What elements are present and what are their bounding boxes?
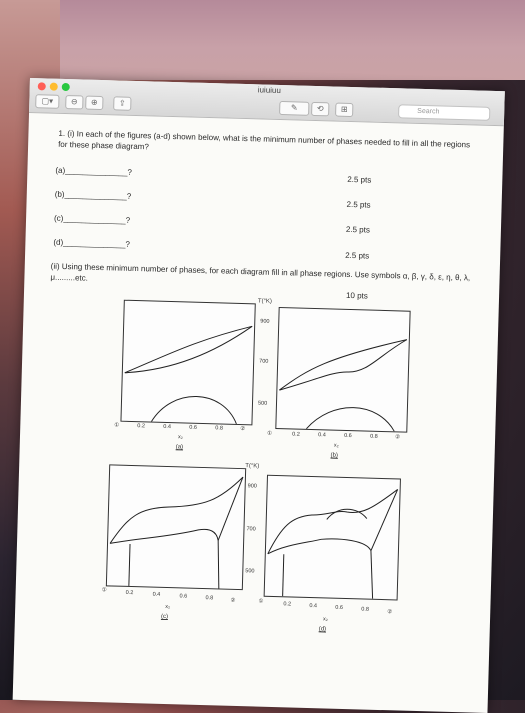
phase-diagram-b-curves bbox=[276, 308, 409, 432]
fig-b-x-label: x₂ bbox=[333, 442, 339, 449]
print-button[interactable]: ⊞ bbox=[335, 103, 353, 117]
phase-diagram-c bbox=[106, 464, 246, 590]
search-field[interactable]: Search bbox=[398, 104, 490, 121]
fig-b-tick-1: 0.2 bbox=[292, 431, 300, 438]
preview-window bbox=[13, 78, 505, 713]
answer-b-points: 2.5 pts bbox=[346, 199, 371, 210]
phase-diagram-a-curves bbox=[121, 301, 254, 425]
question-part1: 1. (i) In each of the figures (a-d) shown below, what is the minimum number of phases needed to fill in all the regions for these phase diagram? bbox=[58, 128, 471, 152]
phase-diagram-d-curves bbox=[265, 476, 400, 600]
close-window-button[interactable] bbox=[38, 82, 46, 90]
fig-c-tick-2: 0.4 bbox=[152, 591, 161, 598]
fig-b-tick-3: 0.6 bbox=[344, 432, 352, 440]
window-title: iuiuiuu bbox=[257, 85, 282, 96]
fig-a-x-label: x₂ bbox=[177, 434, 183, 441]
fig-a-x-end-right: ② bbox=[240, 426, 246, 433]
fig-d-tick-4: 0.8 bbox=[361, 606, 370, 613]
sidebar-toggle-button[interactable]: ▢▾ bbox=[35, 94, 59, 109]
fig-d-caption: (d) bbox=[318, 626, 327, 633]
rotate-button[interactable]: ⟲ bbox=[311, 102, 329, 116]
fig-c-tick-4: 0.8 bbox=[205, 595, 214, 602]
fig-a-x-end-left: ① bbox=[114, 422, 120, 429]
document-page bbox=[13, 112, 504, 713]
phase-diagram-a bbox=[120, 300, 255, 426]
fig-d-tick-3: 0.6 bbox=[335, 604, 344, 611]
fig-d-x-end-left: ① bbox=[258, 598, 264, 605]
bottom-temp-unit: T(°K) bbox=[245, 463, 260, 470]
fig-a-tick-1: 0.2 bbox=[137, 423, 146, 430]
fig-b-caption: (b) bbox=[330, 452, 339, 459]
fig-b-x-end-right: ② bbox=[395, 434, 401, 441]
fig-c-caption: (c) bbox=[160, 613, 169, 621]
answer-c-label: (c)______________? bbox=[53, 213, 131, 225]
bottom-y-tick-700: 700 bbox=[246, 526, 256, 533]
fig-d-x-label: x₂ bbox=[322, 616, 328, 623]
question-part2: (ii) Using these minimum number of phases, for each diagram fill in all phase regions. Use symbols α, β, γ, δ, ε, η, θ, λ, μ.........etc. bbox=[50, 261, 471, 283]
fig-b-tick-4: 0.8 bbox=[370, 433, 378, 440]
answer-a-label: (a)______________? bbox=[55, 165, 133, 177]
top-y-tick-500: 500 bbox=[257, 400, 268, 407]
fig-b-tick-2: 0.4 bbox=[318, 432, 326, 439]
question-part2-points: 10 pts bbox=[345, 290, 368, 301]
bottom-y-tick-500: 500 bbox=[245, 568, 255, 575]
answer-d-points: 2.5 pts bbox=[345, 250, 370, 261]
desktop-wallpaper-top bbox=[0, 0, 525, 80]
phase-diagram-b bbox=[275, 307, 410, 433]
fig-c-x-end-right: ② bbox=[230, 597, 236, 604]
fig-c-tick-3: 0.6 bbox=[179, 593, 188, 600]
fig-a-caption: (a) bbox=[175, 444, 184, 451]
zoom-out-button[interactable]: ⊖ bbox=[65, 95, 83, 109]
share-button[interactable]: ⇪ bbox=[113, 96, 131, 110]
top-y-tick-700: 700 bbox=[259, 358, 269, 365]
answer-d-label: (d)______________? bbox=[53, 237, 131, 249]
fig-c-tick-1: 0.2 bbox=[125, 589, 134, 597]
fig-a-tick-2: 0.4 bbox=[163, 423, 172, 431]
fig-d-x-end-right: ② bbox=[387, 609, 393, 616]
fig-b-x-end-left: ① bbox=[267, 430, 273, 437]
fig-c-x-label: x₂ bbox=[165, 603, 171, 611]
phase-diagram-d bbox=[264, 475, 401, 601]
bottom-y-tick-900: 900 bbox=[247, 483, 257, 490]
minimize-window-button[interactable] bbox=[50, 83, 58, 91]
markup-button[interactable]: ✎ bbox=[279, 101, 309, 116]
answer-a-points: 2.5 pts bbox=[347, 174, 372, 185]
fig-a-tick-3: 0.6 bbox=[189, 424, 198, 431]
top-y-tick-900: 900 bbox=[260, 318, 270, 325]
fig-a-tick-4: 0.8 bbox=[215, 425, 224, 432]
fig-d-tick-2: 0.4 bbox=[309, 603, 318, 610]
fig-d-tick-1: 0.2 bbox=[283, 601, 292, 608]
zoom-window-button[interactable] bbox=[62, 83, 70, 91]
zoom-in-button[interactable]: ⊕ bbox=[85, 96, 103, 110]
phase-diagram-c-curves bbox=[107, 465, 245, 589]
top-temp-unit: T(°K) bbox=[257, 298, 272, 305]
fig-c-x-end-left: ① bbox=[101, 587, 107, 594]
answer-b-label: (b)______________? bbox=[54, 189, 132, 201]
answer-c-points: 2.5 pts bbox=[345, 224, 371, 235]
